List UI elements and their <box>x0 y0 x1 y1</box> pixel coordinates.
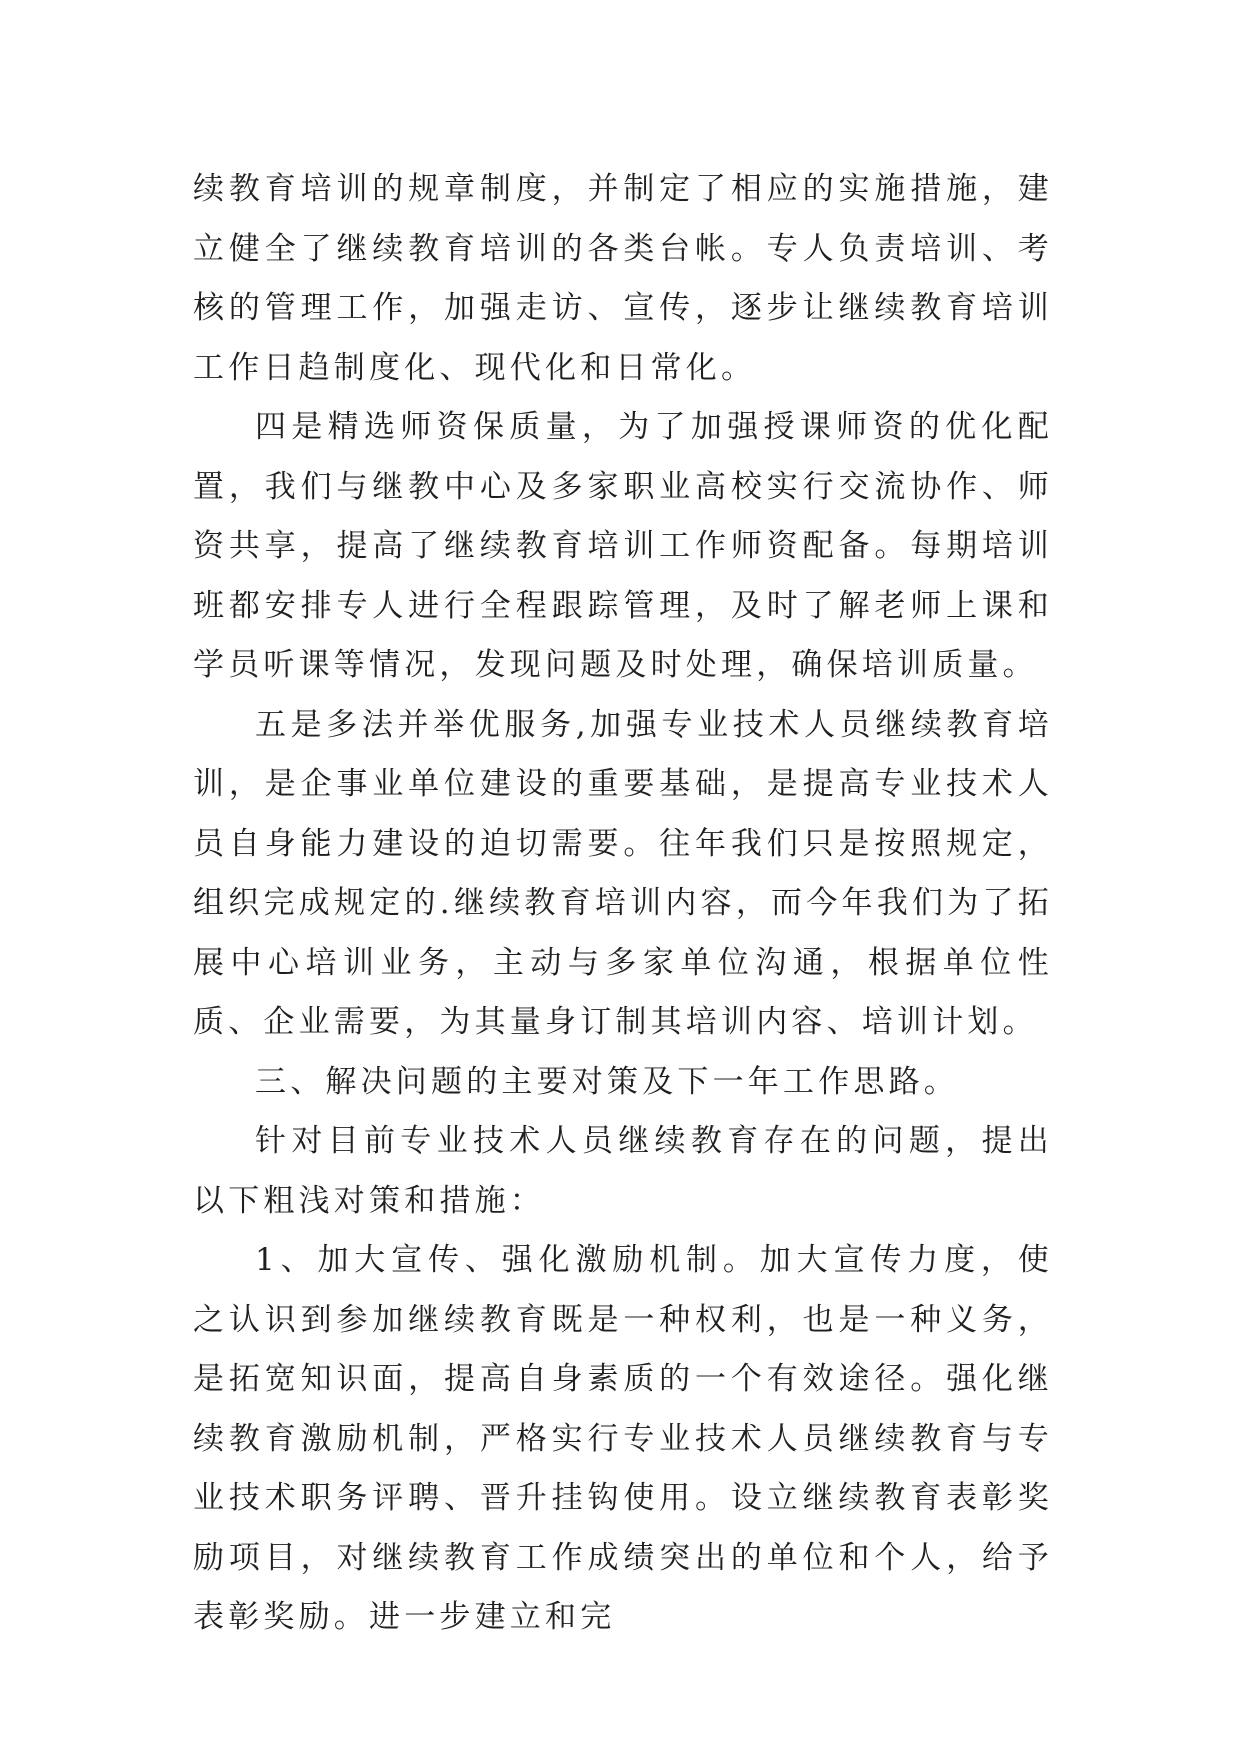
paragraph-6: 1、加大宣传、强化激励机制。加大宣传力度，使之认识到参加继续教育既是一种权利，也是一种义务，是拓宽知识面，提高自身素质的一个有效途径。强化继续教育激励机制，严格实行专业技术人员继续教育与专业技术职务评聘、晋升挂钩使用。设立继续教育表彰奖励项目，对继续教育工作成绩突出的单位和个人，给予表彰奖励。进一步建立和完 <box>193 1242 1053 1635</box>
paragraph-5: 针对目前专业技术人员继续教育存在的问题，提出以下粗浅对策和措施： <box>193 1123 1053 1219</box>
paragraph-3: 五是多法并举优服务,加强专业技术人员继续教育培训，是企事业单位建设的重要基础，是提高专业技术人员自身能力建设的迫切需要。往年我们只是按照规定，组织完成规定的.继续教育培训内容，而今年我们为了拓展中心培训业务，主动与多家单位沟通，根据单位性质、企业需要，为其量身订制其培训内容、培训计划。 <box>193 706 1053 1040</box>
document-body <box>193 160 1053 1648</box>
paragraph-2: 四是精选师资保质量，为了加强授课师资的优化配置，我们与继教中心及多家职业高校实行交流协作、师资共享，提高了继续教育培训工作师资配备。每期培训班都安排专人进行全程跟踪管理，及时了解老师上课和学员听课等情况，发现问题及时处理，确保培训质量。 <box>193 409 1053 683</box>
section-heading: 三、解决问题的主要对策及下一年工作思路。 <box>255 1063 959 1100</box>
paragraph-1: 续教育培训的规章制度，并制定了相应的实施措施，建立健全了继续教育培训的各类台帐。专人负责培训、考核的管理工作，加强走访、宣传，逐步让继续教育培训工作日趋制度化、现代化和日常化。 <box>193 171 1053 386</box>
